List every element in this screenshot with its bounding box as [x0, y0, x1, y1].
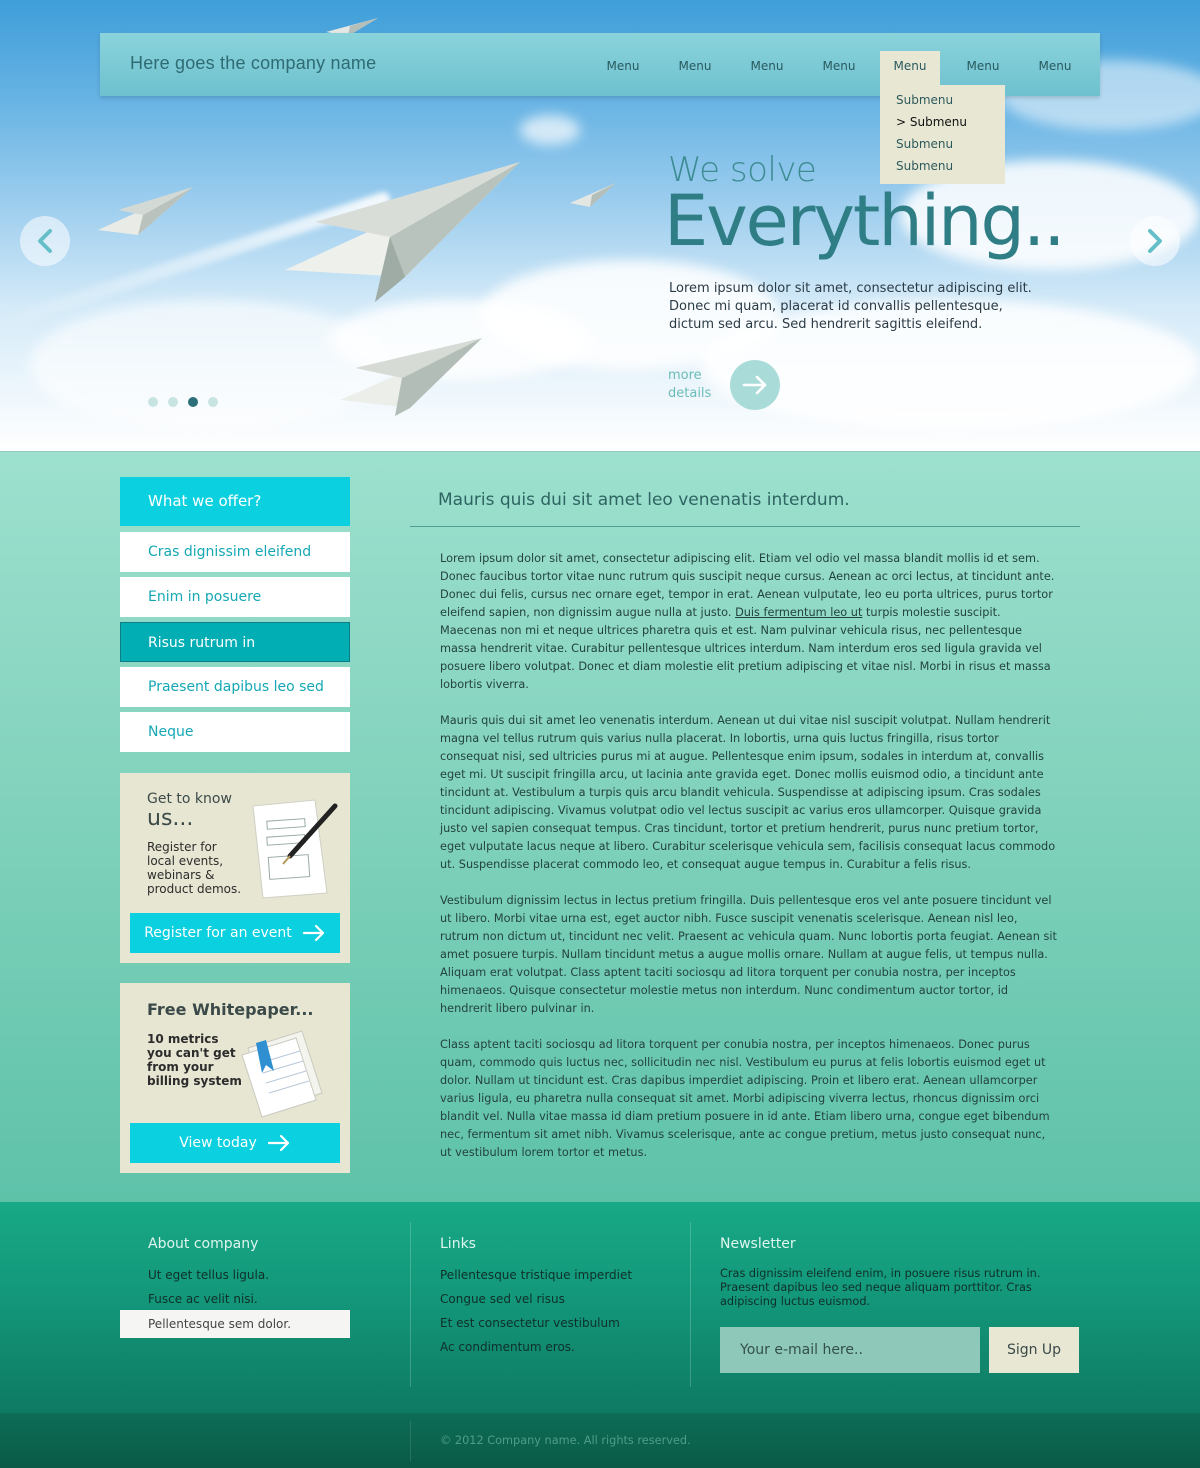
box-description: 10 metrics you can't get from your billing system — [147, 1032, 242, 1088]
box-description: Register for local events, webinars & product demos. — [147, 840, 242, 896]
main-content — [0, 451, 1200, 1202]
footer-divider — [410, 1421, 411, 1461]
slide-dot[interactable] — [208, 397, 218, 407]
box-title-big: us... — [147, 806, 194, 831]
article-body — [440, 550, 1060, 1180]
view-today-label: View today — [179, 1135, 257, 1151]
next-slide-button[interactable] — [1130, 216, 1180, 266]
chevron-right-icon — [1145, 228, 1165, 254]
offer-item-active[interactable]: Risus rutrum in — [120, 622, 350, 662]
footer-link[interactable]: Pellentesque tristique imperdiet — [440, 1268, 633, 1282]
article-paragraph: Mauris quis dui sit amet leo venenatis interdum. Aenean ut dui vitae nisl suscipit volutpat. Nullam hendrerit magna vel tellus rutrum quis varius nulla placerat. In lobortis, urna quis luctus fringilla, risus tortor consequat nisi, sed ultricies purus mi at augue. Pellentesque enim ipsum, sodales in interdum at, convallis eget mi. Ut suscipit fringilla arcu, ut lacinia ante gravida eget. Donec mollis euismod odio, a tincidunt ante tincidunt at. Vestibulum a turpis quis arcu blandit vehicula. Suspendisse at adipiscing ipsum. Cras sodales tincidunt adipiscing. Vivamus volutpat odio vel lectus suscipit ac varius eros ullamcorper. Quisque gravida justo vel sapien consequat tempus. Cras tincidunt, tortor et pretium hendrerit, purus nunc pretium tortor, eget vulputate lacus neque at libero. Curabitur scelerisque vehicula sem, facilisis consequat lacus commodo ut. Suspendisse placerat commodo leo, et consequat augue tempus in. Curabitur a felis risus. — [440, 714, 1056, 871]
footer-link[interactable]: Ut eget tellus ligula. — [148, 1268, 270, 1282]
footer-divider — [690, 1222, 691, 1387]
company-name[interactable]: Here goes the company name — [130, 53, 377, 73]
menu-item[interactable]: Menu — [1038, 59, 1072, 73]
hero-text: Lorem ipsum dolor sit amet, consectetur adipiscing elit. Donec mi quam, placerat id convallis pellentesque, dictum sed arcu. Sed hendrerit sagittis eleifend. — [669, 281, 1032, 332]
more-details-line1: more — [668, 368, 702, 383]
menu-item[interactable]: Menu — [606, 59, 640, 73]
hero-slider — [0, 0, 1200, 451]
arrow-right-icon — [267, 1134, 291, 1152]
footer-link[interactable]: Fusce ac velit nisi. — [148, 1292, 258, 1306]
offer-item[interactable]: Cras dignissim eleifend — [120, 532, 350, 572]
footer-link[interactable]: Et est consectetur vestibulum — [440, 1316, 620, 1330]
footer-divider — [410, 1222, 411, 1387]
hero-subtitle: We solve — [668, 150, 817, 190]
box-title: Free Whitepaper... — [147, 1000, 314, 1019]
copyright-bar — [0, 1413, 1200, 1468]
get-to-know-box — [120, 773, 350, 963]
submenu-item-current[interactable]: > Submenu — [896, 115, 967, 129]
slide-dot[interactable] — [168, 397, 178, 407]
copyright-text: © 2012 Company name. All rights reserved. — [440, 1434, 691, 1447]
footer-link-active[interactable]: Pellentesque sem dolor. — [120, 1310, 350, 1338]
view-today-button[interactable] — [130, 1123, 340, 1163]
offer-item[interactable]: Neque — [120, 712, 350, 752]
footer-newsletter-title: Newsletter — [720, 1236, 796, 1252]
menu-item-active[interactable]: Menu — [880, 51, 940, 85]
slide-dot-active[interactable] — [188, 397, 198, 407]
registration-form-icon — [245, 798, 340, 903]
menu-item[interactable]: Menu — [966, 59, 1000, 73]
paper-plane-icon — [285, 162, 520, 302]
offer-item[interactable]: Enim in posuere — [120, 577, 350, 617]
whitepaper-icon — [230, 1023, 330, 1118]
article-paragraph — [440, 550, 1060, 694]
more-details-line2: details — [668, 386, 712, 401]
hero-title: Everything.. — [664, 180, 1064, 262]
register-event-button[interactable] — [130, 913, 340, 953]
article-paragraph: Vestibulum dignissim lectus in lectus pretium fringilla. Duis pellentesque eros vel ante posuere tincidunt vel ut libero. Morbi vitae urna est, eget auctor nibh. Fusce suscipit venenatis scelerisque. Aenean nisl leo, rutrum non dictum ut, tincidunt nec velit. Praesent ac vehicula quam. Nunc lobortis porta feugiat. Aenean sit amet posuere turpis. Nullam tincidunt metus a augue mollis ornare. Nullam at augue felis, ut tempus nulla. Aliquam erat volutpat. Class aptent taciti sociosqu ad litora torquent per conubia nostra, per inceptos himenaeos. Quisque consectetur molestie metus non interdum. Nunc condimentum auctor tortor, id hendrerit libero pulvinar in. — [440, 894, 1057, 1015]
box-title-small: Get to know — [147, 791, 232, 807]
footer-link[interactable]: Congue sed vel risus — [440, 1292, 565, 1306]
prev-slide-button[interactable] — [20, 216, 70, 266]
chevron-left-icon — [35, 228, 55, 254]
divider — [410, 526, 1080, 527]
whitepaper-box — [120, 983, 350, 1173]
paragraph-text: turpis molestie suscipit. Maecenas non mi et neque ultrices pharetra quis et est. Nam pulvinar vehicula risus, nec pellentesque massa hendrerit vitae. Curabitur pellentesque ultrices interdum. Nam interdum eros sed ligula gravida vel posuere libero volutpat. Donec et diam molestie elit pretium adipiscing et vitae nisl. Morbi in risus et massa lobortis viverra. — [440, 606, 1051, 691]
paper-plane-icon — [98, 185, 193, 240]
slide-dot[interactable] — [148, 397, 158, 407]
paragraph-text: Lorem ipsum dolor sit amet, consectetur adipiscing elit. Etiam vel odio vel massa blandit mollis id et sem. Donec faucibus tortor vitae nunc rutrum quis suscipit neque cursus. Aenean ac orci lectus, at tincidunt ante. Donec dui felis, cursus nec ornare eget, tempor in erat. Aenean vulputate, leo eu porta ultrices, purus tortor eleifend sapien, non dignissim augue nulla at justo. — [440, 552, 1055, 619]
cloud — [520, 115, 580, 145]
footer-about-title: About company — [148, 1236, 259, 1252]
article-paragraph: Class aptent taciti sociosqu ad litora torquent per conubia nostra, per inceptos himenaeos. Donec purus quam, commodo quis luctus nec, sollicitudin nec nisl. Vestibulum eu purus at felis lobortis euismod eget ut dolor. Nullam ut tincidunt est. Cras dapibus imperdiet adipiscing. Proin et libero erat. Aenean ullamcorper varius ligula, eu pharetra nulla consequat sit amet. Morbi adipiscing viverra lectus, rhoncus dignissim orci blandit vel. Nulla vitae massa id diam pretium posuere in id ante. Etiam libero urna, congue eget bibendum nec, fermentum sit amet nibh. Vivamus scelerisque, ante ac congue pretium, metus justo consequat nunc, ut vestibulum lorem tortor et metus. — [440, 1038, 1050, 1159]
submenu-item[interactable]: Submenu — [896, 159, 954, 173]
cloud — [30, 300, 390, 430]
register-event-label: Register for an event — [144, 925, 292, 941]
inline-link[interactable]: Duis fermentum leo ut — [735, 606, 863, 619]
menu-item[interactable]: Menu — [822, 59, 856, 73]
offer-item[interactable]: Praesent dapibus leo sed — [120, 667, 350, 707]
submenu-item[interactable]: Submenu — [896, 93, 954, 107]
more-details-link[interactable] — [668, 367, 728, 403]
offer-heading: What we offer? — [120, 477, 350, 526]
arrow-right-icon — [742, 375, 768, 395]
arrow-right-icon — [302, 924, 326, 942]
submenu-item[interactable]: Submenu — [896, 137, 954, 151]
submenu-dropdown — [880, 85, 1005, 184]
more-details-button[interactable] — [730, 360, 780, 410]
email-input[interactable] — [720, 1327, 980, 1373]
menu-item[interactable]: Menu — [678, 59, 712, 73]
signup-button[interactable]: Sign Up — [989, 1327, 1079, 1373]
paper-plane-icon — [570, 183, 616, 209]
footer-link[interactable]: Ac condimentum eros. — [440, 1340, 575, 1354]
footer — [0, 1202, 1200, 1413]
paper-plane-icon — [340, 338, 482, 416]
article-title: Mauris quis dui sit amet leo venenatis interdum. — [438, 490, 850, 510]
footer-links-title: Links — [440, 1236, 476, 1252]
menu-item[interactable]: Menu — [750, 59, 784, 73]
newsletter-text: Cras dignissim eleifend enim, in posuere risus rutrum in. Praesent dapibus leo sed neque aliquam porttitor. Cras adipiscing luctus euismod. — [720, 1267, 1041, 1308]
